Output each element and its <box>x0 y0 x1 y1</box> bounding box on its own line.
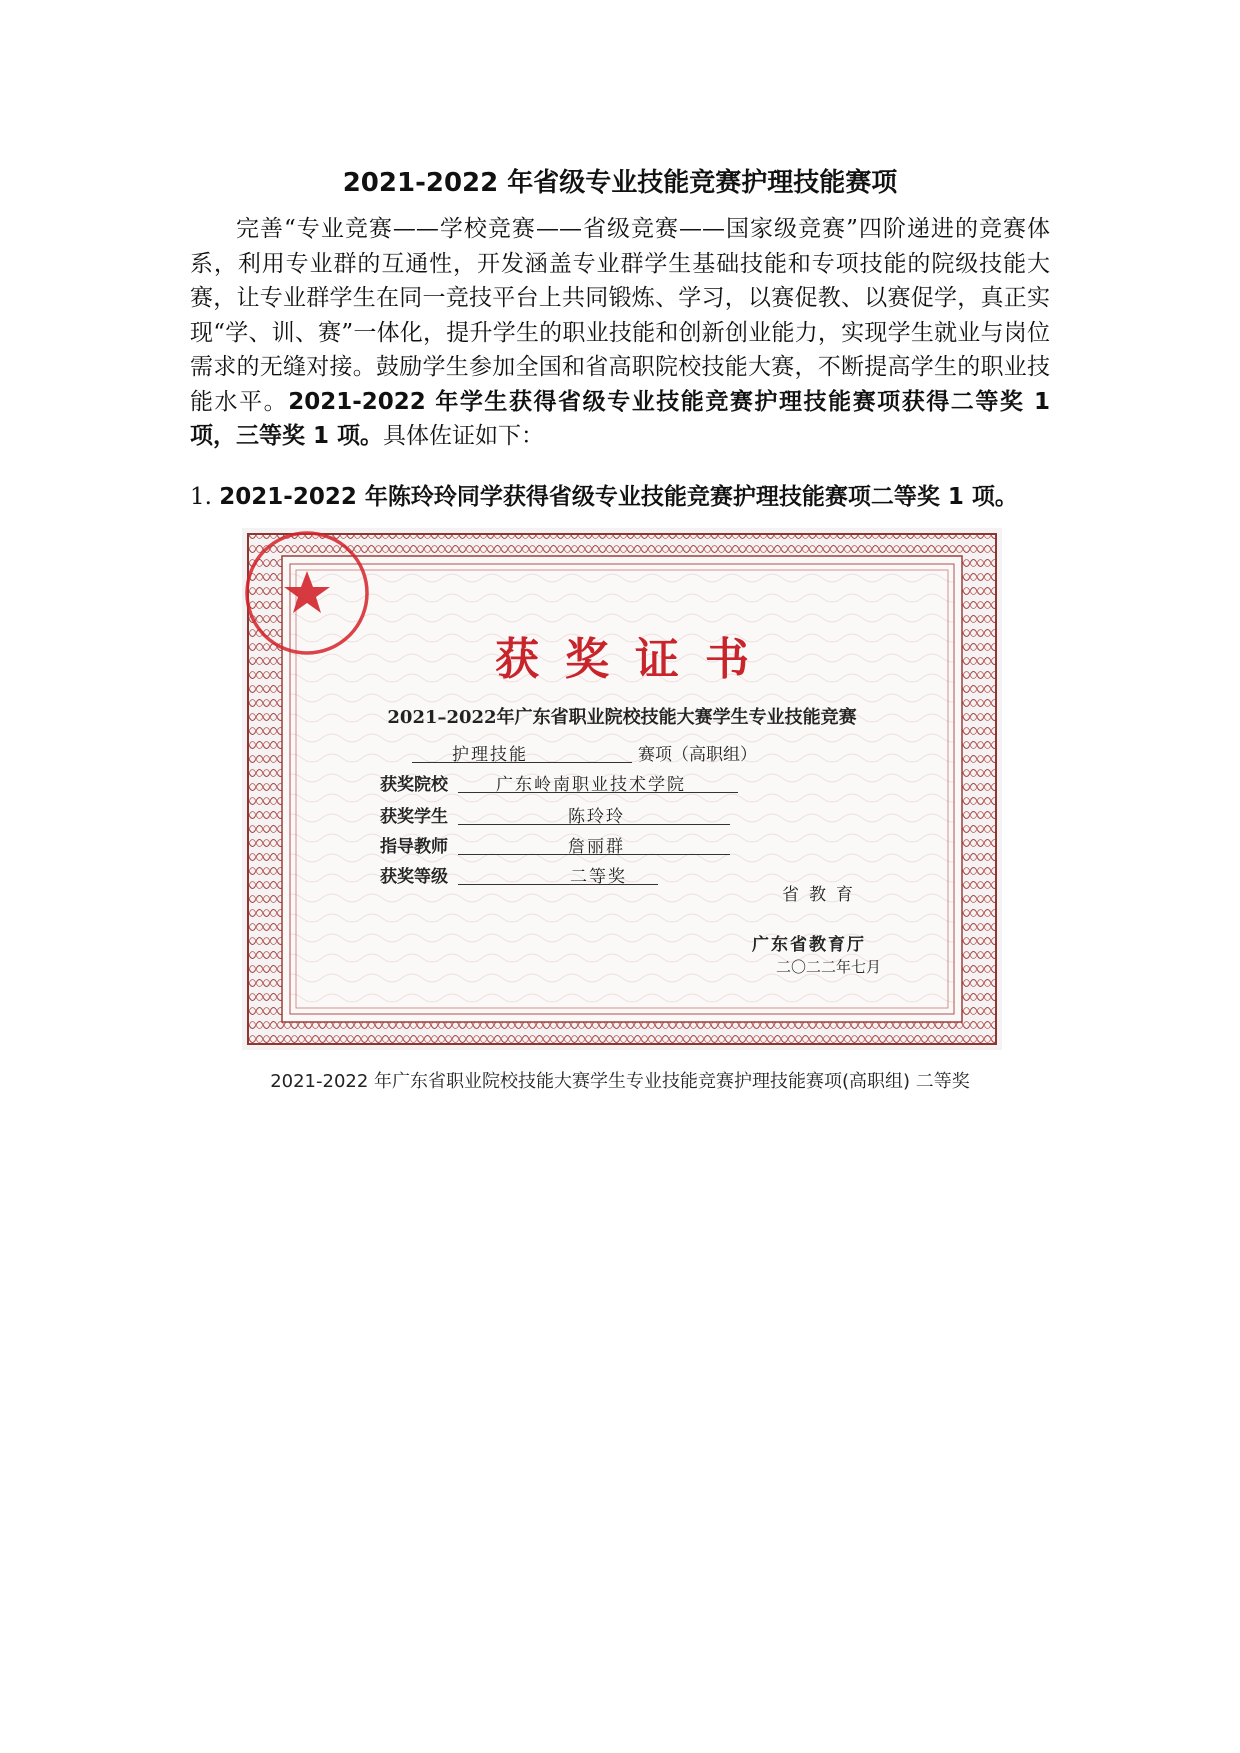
intro-tail: 具体佐证如下： <box>383 423 545 449</box>
official-seal <box>242 528 372 658</box>
level-label: 获奖等级 <box>380 867 448 887</box>
certificate-student-row <box>380 802 780 826</box>
school-value: 广东岭南职业技术学院 <box>496 775 686 795</box>
certificate-teacher-row <box>380 832 780 856</box>
item-text: 2021-2022 年陈玲玲同学获得省级专业技能竞赛护理技能赛项二等奖 1 项。 <box>219 484 1018 510</box>
certificate-issuer: 广东省教育厅 <box>752 935 866 955</box>
student-value: 陈玲玲 <box>568 807 625 827</box>
intro-text: 完善“专业竞赛——学校竞赛——省级竞赛——国家级竞赛”四阶递进的竞赛体系，利用专业群的互通性，开发涵盖专业群学生基础技能和专项技能的院级技能大赛，让专业群学生在同一竞技平台上共同锻炼、学习，以赛促教、以赛促学，真正实现“学、训、赛”一体化，提升学生的职业技能和创新创业能力，实现学生就业与岗位需求的无缝对接。鼓励学生参加全国和省高职院校技能大赛，不断提高学生的职业技能水平。 <box>190 216 1050 415</box>
certificate-caption: 2021-2022 年广东省职业院校技能大赛学生专业技能竞赛护理技能赛项(高职组) 二等奖 <box>270 1071 970 1092</box>
certificate-title: 获奖证书 <box>495 634 775 685</box>
school-label: 获奖院校 <box>380 775 448 795</box>
event-suffix: 赛项（高职组） <box>638 745 757 765</box>
level-value: 二等奖 <box>570 867 627 887</box>
certificate-subtitle: 2021–2022年广东省职业院校技能大赛学生专业技能竞赛 <box>387 707 857 728</box>
certificate-level-row <box>380 862 780 886</box>
level-underline <box>458 884 658 885</box>
seal-text: 省教育 <box>782 885 863 905</box>
item-heading <box>190 478 1018 511</box>
event-value: 护理技能 <box>452 745 528 765</box>
intro-paragraph <box>190 212 1050 454</box>
certificate-image <box>242 528 1002 1050</box>
page-title: 2021-2022 年省级专业技能竞赛护理技能赛项 <box>342 168 898 198</box>
teacher-value: 詹丽群 <box>568 837 625 857</box>
item-number: 1. <box>190 484 220 510</box>
student-label: 获奖学生 <box>380 807 448 827</box>
certificate-school-row <box>380 770 780 794</box>
certificate-event-row <box>412 740 812 764</box>
certificate-date: 二〇二二年七月 <box>776 958 882 976</box>
intro-highlight: 2021-2022 年学生获得省级专业技能竞赛护理技能赛项获得二等奖 1 项，三等奖 1 项。 <box>190 388 1050 449</box>
teacher-label: 指导教师 <box>380 837 448 857</box>
